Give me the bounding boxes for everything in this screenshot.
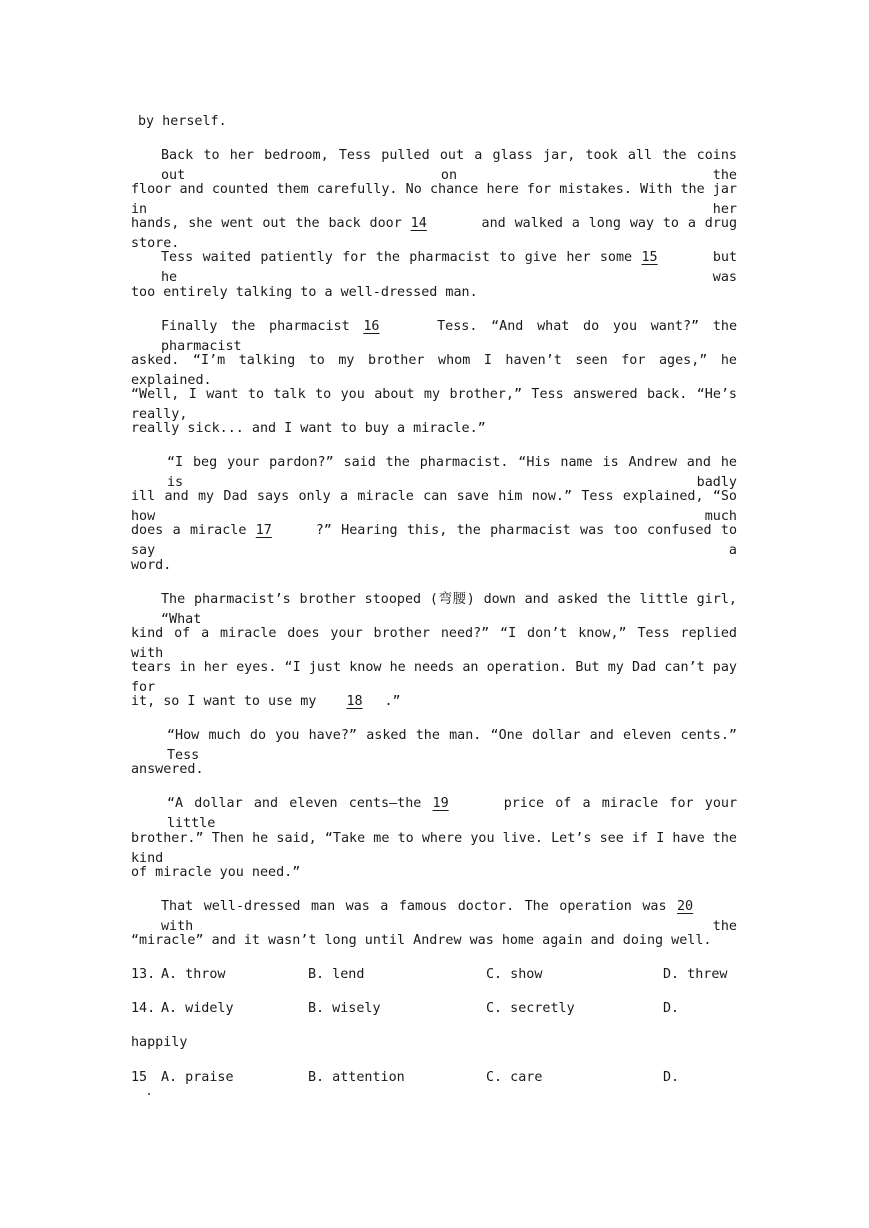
passage-text: floor and counted them carefully. No chance here for mistakes. With the jar in her [131, 182, 737, 217]
option-d-text[interactable]: happily [131, 1035, 188, 1050]
passage-text: really sick... and I want to buy a miracle.” [131, 421, 486, 436]
passage-text: of miracle you need.” [131, 865, 301, 880]
question-number: 13. [131, 967, 156, 982]
option-a[interactable]: A. praise [161, 1070, 234, 1085]
passage-line [131, 283, 737, 303]
passage-text: answered. [131, 762, 204, 777]
question-number: 14. [131, 1001, 156, 1016]
option-a[interactable]: A. throw [161, 967, 226, 982]
blank-18[interactable]: 18 [346, 694, 363, 709]
option-d[interactable]: D. threw [663, 967, 728, 982]
option-c[interactable]: C. secretly [486, 1001, 575, 1016]
passage-text: but he was [161, 250, 738, 285]
passage-line [131, 931, 737, 951]
passage-line [131, 863, 737, 883]
passage-text: That well-dressed man was a famous doctor. The operation was [161, 899, 667, 914]
passage-line [131, 794, 737, 834]
passage-line [131, 556, 737, 576]
passage-text: ?” Hearing this, the pharmacist was too confused to say a [131, 523, 738, 558]
passage-text: and walked a long way to a drug store. [131, 216, 738, 251]
option-d[interactable]: D. [663, 1070, 680, 1085]
passage-text: .” [384, 694, 401, 709]
passage-text: word. [131, 558, 172, 573]
passage-text: “miracle” and it wasn’t long until Andrew was home again and doing well. [131, 933, 712, 948]
passage-text: Back to her bedroom, Tess pulled out a glass jar, took all the coins out on the [161, 148, 737, 183]
passage-text: Tess waited patiently for the pharmacist to give her some [161, 250, 633, 265]
question-row [131, 965, 751, 985]
passage-line [131, 760, 737, 780]
passage-text: price of a miracle for your little [167, 796, 738, 831]
passage-text: hands, she went out the back door [131, 216, 402, 231]
passage-line [138, 112, 744, 132]
passage-text: Tess. “And what do you want?” the pharmacist [161, 319, 738, 354]
option-b[interactable]: B. lend [308, 967, 365, 982]
option-c[interactable]: C. show [486, 967, 543, 982]
blank-19[interactable]: 19 [432, 796, 449, 811]
option-d-continuation [131, 1033, 737, 1053]
passage-text: with the [161, 919, 737, 934]
passage-text: brother.” Then he said, “Take me to where you live. Let’s see if I have the kind [131, 831, 737, 866]
blank-14[interactable]: 14 [410, 216, 427, 231]
passage-text: “A dollar and eleven cents—the [167, 796, 422, 811]
passage-text: does a miracle [131, 523, 247, 538]
question-row [131, 999, 751, 1019]
passage-text: “Well, I want to talk to you about my brother,” Tess answered back. “He’s really, [131, 387, 737, 422]
question-row [131, 1068, 751, 1088]
passage-line [131, 248, 737, 288]
passage-text: too entirely talking to a well-dressed man. [131, 285, 478, 300]
passage-text: it, so I want to use my [131, 694, 317, 709]
option-c[interactable]: C. care [486, 1070, 543, 1085]
passage-text: “How much do you have?” asked the man. “One dollar and eleven cents.” Tess [167, 728, 737, 763]
passage-text: ill and my Dad says only a miracle can save him now.” Tess explained, “So how much [131, 489, 737, 524]
passage-text: tears in her eyes. “I just know he needs an operation. But my Dad can’t pay for [131, 660, 737, 695]
blank-17[interactable]: 17 [255, 523, 272, 538]
blank-15[interactable]: 15 [641, 250, 658, 265]
question-number: 15 [131, 1070, 148, 1085]
option-a[interactable]: A. widely [161, 1001, 234, 1016]
option-b[interactable]: B. wisely [308, 1001, 381, 1016]
passage-text: by herself. [138, 114, 227, 129]
passage-line [131, 419, 737, 439]
passage-text: “I beg your pardon?” said the pharmacist. “His name is Andrew and he is badly [167, 455, 737, 490]
passage-line [131, 692, 737, 712]
passage-text: kind of a miracle does your brother need?” “I don’t know,” Tess replied with [131, 626, 737, 661]
passage-text: Finally the pharmacist [161, 319, 350, 334]
passage-line [131, 521, 737, 561]
passage-text: The pharmacist’s brother stooped (弯腰) down and asked the little girl, “What [161, 592, 737, 627]
passage-text: asked. “I’m talking to my brother whom I haven’t seen for ages,” he explained. [131, 353, 737, 388]
blank-16[interactable]: 16 [363, 319, 380, 334]
option-d[interactable]: D. [663, 1001, 680, 1016]
period-mark [148, 1093, 150, 1095]
blank-20[interactable]: 20 [677, 899, 694, 914]
option-b[interactable]: B. attention [308, 1070, 405, 1085]
